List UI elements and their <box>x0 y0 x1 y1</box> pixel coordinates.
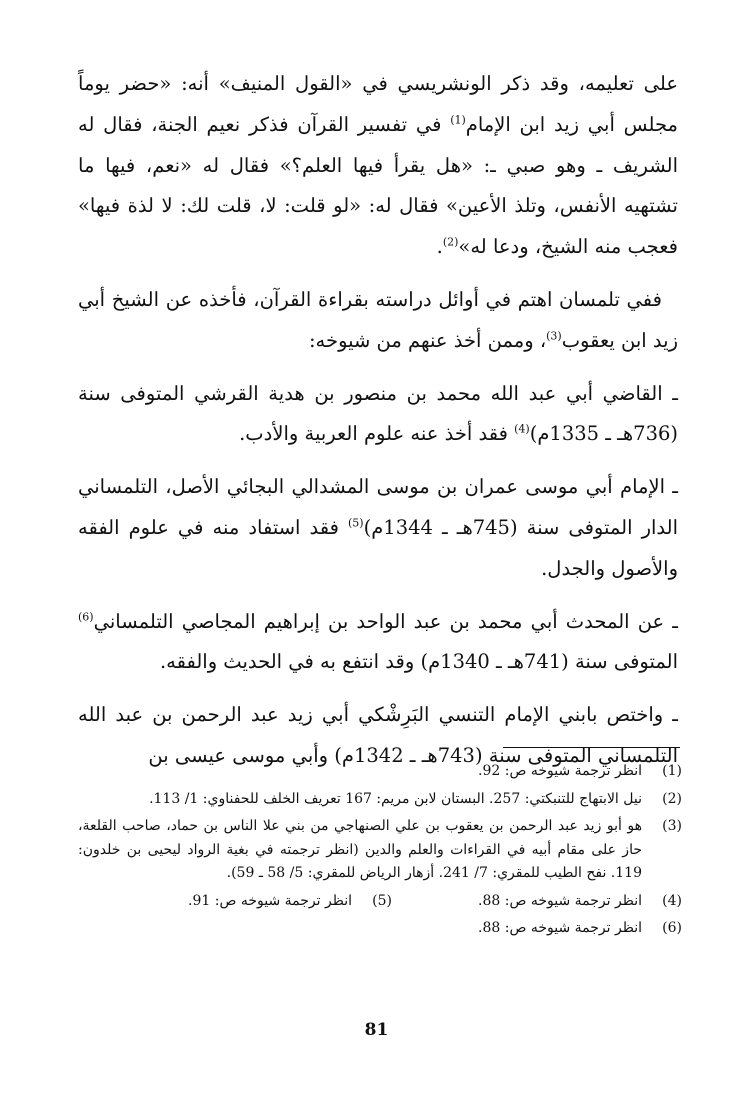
paragraph <box>78 64 678 268</box>
footnote-number: (3) <box>662 818 682 834</box>
footnote-pair <box>78 890 682 914</box>
page-number: 81 <box>364 1020 389 1040</box>
footnote-ref[interactable]: (2) <box>442 235 459 249</box>
text-run: فقد استفاد منه في علوم الفقه والأصول والجدل. <box>78 515 678 580</box>
footnote <box>78 917 682 941</box>
paragraph <box>78 467 678 589</box>
text-run: في تفسير القرآن فذكر نعيم الجنة، فقال له الشريف ـ وهو صبي ـ: «هل يقرأ فيها العلم؟» فقال له «نعم، فيها ما تشتهيه الأنفس، وتلذ الأعين» فقال له: «لو قلت: لا، قلت لك: لا لذة فيها» فعجب منه الشيخ، ودعا له» <box>78 112 678 259</box>
footnote-ref[interactable]: (5) <box>348 516 364 530</box>
footnote-number: (2) <box>662 790 682 807</box>
footnote-ref[interactable]: (1) <box>450 113 466 127</box>
text-run: ـ واختص بابني الإمام التنسي البَرِشْكي أبي زيد عبد الرحمن بن عبد الله التلمساني المتوفى سنة (743هـ ـ 1342م) وأبي موسى عيسى بن <box>78 703 678 767</box>
footnote-ref[interactable]: (4) <box>514 422 530 436</box>
paragraph <box>78 280 678 362</box>
footnote-number: (4) <box>662 892 682 909</box>
footnote-text: نيل الابتهاج للتنبكتي: 257. البستان لابن مريم: 167 تعريف الخلف للحفناوي: 1/ 113. <box>149 790 642 807</box>
footnote <box>78 760 682 784</box>
text-run: ـ عن المحدث أبي محمد بن عبد الواحد بن إبراهيم المجاصي التلمساني <box>93 609 678 633</box>
footnote <box>78 815 682 886</box>
footnote-number: (6) <box>662 920 682 936</box>
text-run: ففي تلمسان اهتم في أوائل دراسته بقراءة القرآن، فأخذه عن الشيخ أبي زيد ابن يعقوب <box>78 287 678 352</box>
footnotes <box>78 760 682 945</box>
text-run: فقد أخذ عنه علوم العربية والأدب. <box>239 422 515 446</box>
footnote <box>78 788 682 812</box>
text-run: . <box>436 235 443 259</box>
footnote-divider <box>503 747 680 748</box>
footnote-number: (1) <box>662 763 682 779</box>
footnote-text: انظر ترجمة شيوخه ص: 88. <box>478 920 642 936</box>
text-run: المتوفى سنة (741هـ ـ 1340م) وقد انتفع به في الحديث والفقه. <box>159 650 678 674</box>
footnote <box>392 890 682 914</box>
footnote-ref[interactable]: (6) <box>78 610 94 624</box>
text-run: ـ القاضي أبي عبد الله محمد بن منصور بن هدية القرشي المتوفى سنة (736هـ ـ 1335م) <box>78 381 678 446</box>
footnote-text: هو أبو زيد عبد الرحمن بن يعقوب بن علي الصنهاجي من بني علا الناس بن حماد، صاحب القلعة، حاز على مقام أبيه في القراءات والعلم والدين (انظر ترجمته في بغية الرواد ليحيى بن خلدون: 119. نفح الطيب للمقري: 7/ 241. أزهار الرياض للمقري: 5/ 58 ـ 59). <box>78 818 642 881</box>
footnote <box>188 890 392 914</box>
main-text <box>78 64 678 789</box>
footnote-ref[interactable]: (3) <box>546 329 562 343</box>
footnote-text: انظر ترجمة شيوخه ص: 92. <box>478 763 642 779</box>
footnote-number: (5) <box>372 892 392 909</box>
footnote-text: انظر ترجمة شيوخه ص: 88. <box>478 892 642 909</box>
text-run: ـ الإمام أبي موسى عمران بن موسى المشدالي البجائي الأصل، التلمساني الدار المتوفى سنة (745هـ ـ 1344م) <box>78 475 678 539</box>
paragraph <box>78 602 678 684</box>
text-run: ، وممن أخذ عنهم من شيوخه: <box>308 328 547 352</box>
text-run: على تعليمه، وقد ذكر الونشريسي في «القول المنيف» أنه: «حضر يوماً مجلس أبي زيد ابن الإمام <box>78 72 678 136</box>
footnote-text: انظر ترجمة شيوخه ص: 91. <box>188 892 352 909</box>
paragraph <box>78 374 678 456</box>
